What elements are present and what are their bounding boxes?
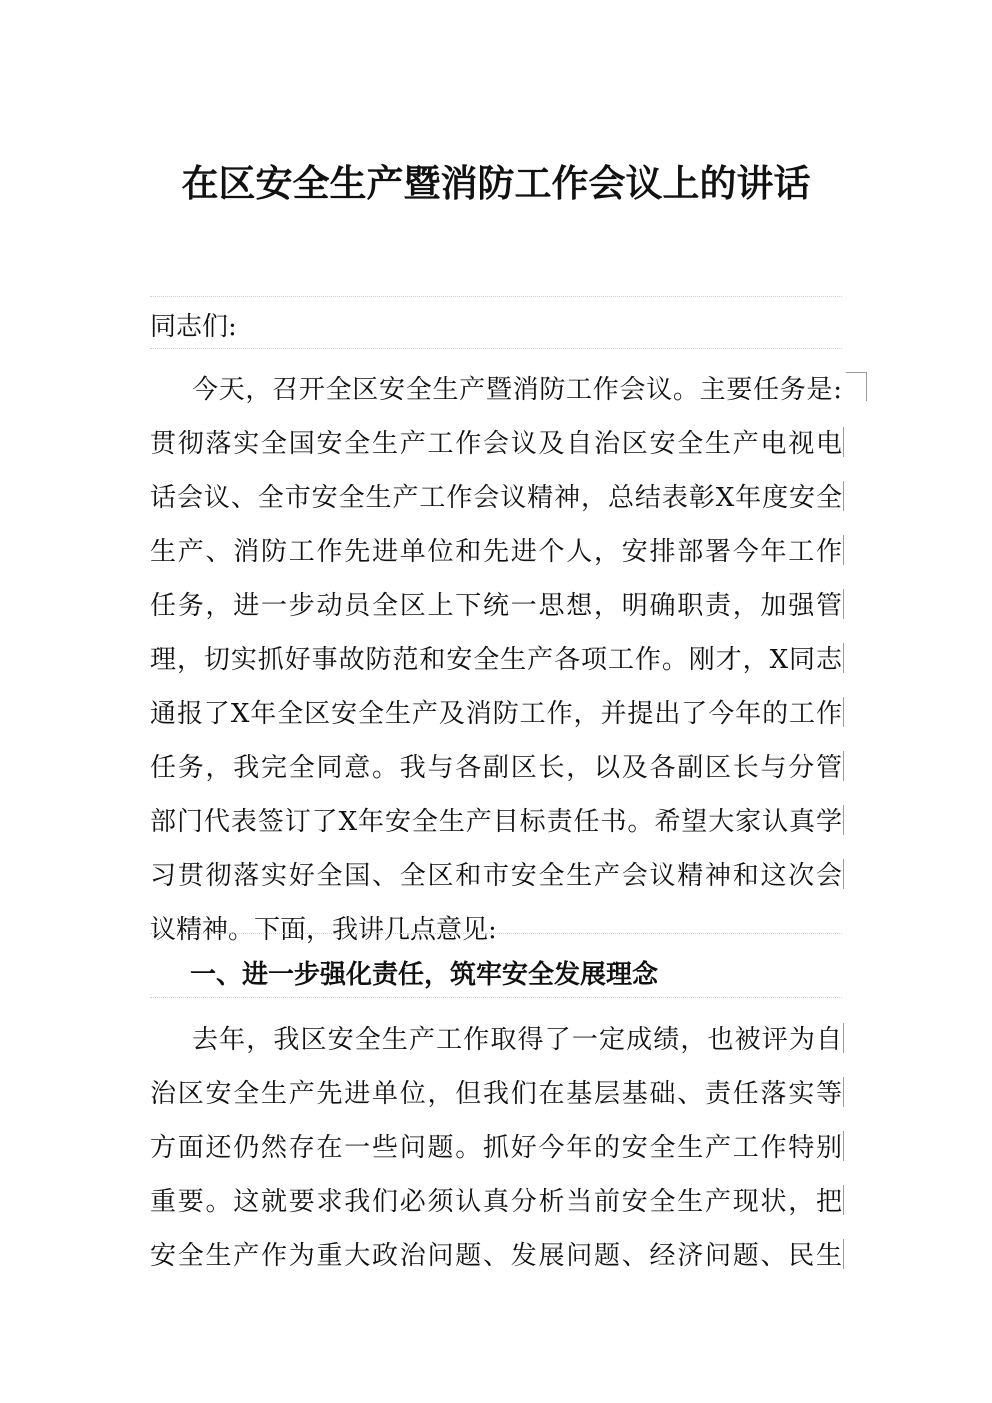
section-heading: 一、进一步强化责任，筑牢安全发展理念 xyxy=(190,960,659,990)
paragraph-line: 今天，召开全区安全生产暨消防工作会议。主要任务是: xyxy=(192,375,842,405)
divider xyxy=(150,933,842,934)
line-end-mark xyxy=(843,643,844,673)
paragraph-line: 部门代表签订了X年安全生产目标责任书。希望大家认真学 xyxy=(150,807,842,837)
divider xyxy=(150,296,842,297)
margin-mark xyxy=(846,372,867,401)
line-end-mark xyxy=(843,1023,844,1053)
paragraph-line: 通报了X年全区安全生产及消防工作，并提出了今年的工作 xyxy=(150,699,842,729)
paragraph-line: 贯彻落实全国安全生产工作会议及自治区安全生产电视电 xyxy=(150,429,842,459)
paragraph-line: 去年，我区安全生产工作取得了一定成绩，也被评为自 xyxy=(192,1025,842,1055)
paragraph-line: 话会议、全市安全生产工作会议精神，总结表彰X年度安全 xyxy=(150,483,842,513)
line-end-mark xyxy=(843,859,844,889)
paragraph-line: 生产、消防工作先进单位和先进个人，安排部署今年工作 xyxy=(150,537,842,567)
paragraph-line: 习贯彻落实好全国、全区和市安全生产会议精神和这次会 xyxy=(150,861,842,891)
line-end-mark xyxy=(843,535,844,565)
line-end-mark xyxy=(843,1185,844,1215)
paragraph-line: 理，切实抓好事故防范和安全生产各项工作。刚才，X同志 xyxy=(150,645,842,675)
paragraph-line: 重要。这就要求我们必须认真分析当前安全生产现状，把 xyxy=(150,1187,842,1217)
line-end-mark xyxy=(843,751,844,781)
line-end-mark xyxy=(843,427,844,457)
paragraph-line: 议精神。下面，我讲几点意见: xyxy=(150,915,497,945)
line-end-mark xyxy=(843,1131,844,1161)
paragraph-line: 方面还仍然存在一些问题。抓好今年的安全生产工作特别 xyxy=(150,1133,842,1163)
line-end-mark xyxy=(843,697,844,727)
paragraph-line: 治区安全生产先进单位，但我们在基层基础、责任落实等 xyxy=(150,1079,842,1109)
line-end-mark xyxy=(843,805,844,835)
line-end-mark xyxy=(843,1239,844,1269)
line-end-mark xyxy=(843,481,844,511)
document-title: 在区安全生产暨消防工作会议上的讲话 xyxy=(181,161,811,205)
paragraph-line: 任务，我完全同意。我与各副区长，以及各副区长与分管 xyxy=(150,753,842,783)
paragraph-line: 安全生产作为重大政治问题、发展问题、经济问题、民生 xyxy=(150,1241,842,1271)
divider xyxy=(150,997,842,998)
divider xyxy=(150,348,842,349)
line-end-mark xyxy=(843,589,844,619)
paragraph-line: 任务，进一步动员全区上下统一思想，明确职责，加强管 xyxy=(150,591,842,621)
salutation: 同志们: xyxy=(150,312,237,342)
line-end-mark xyxy=(843,1077,844,1107)
